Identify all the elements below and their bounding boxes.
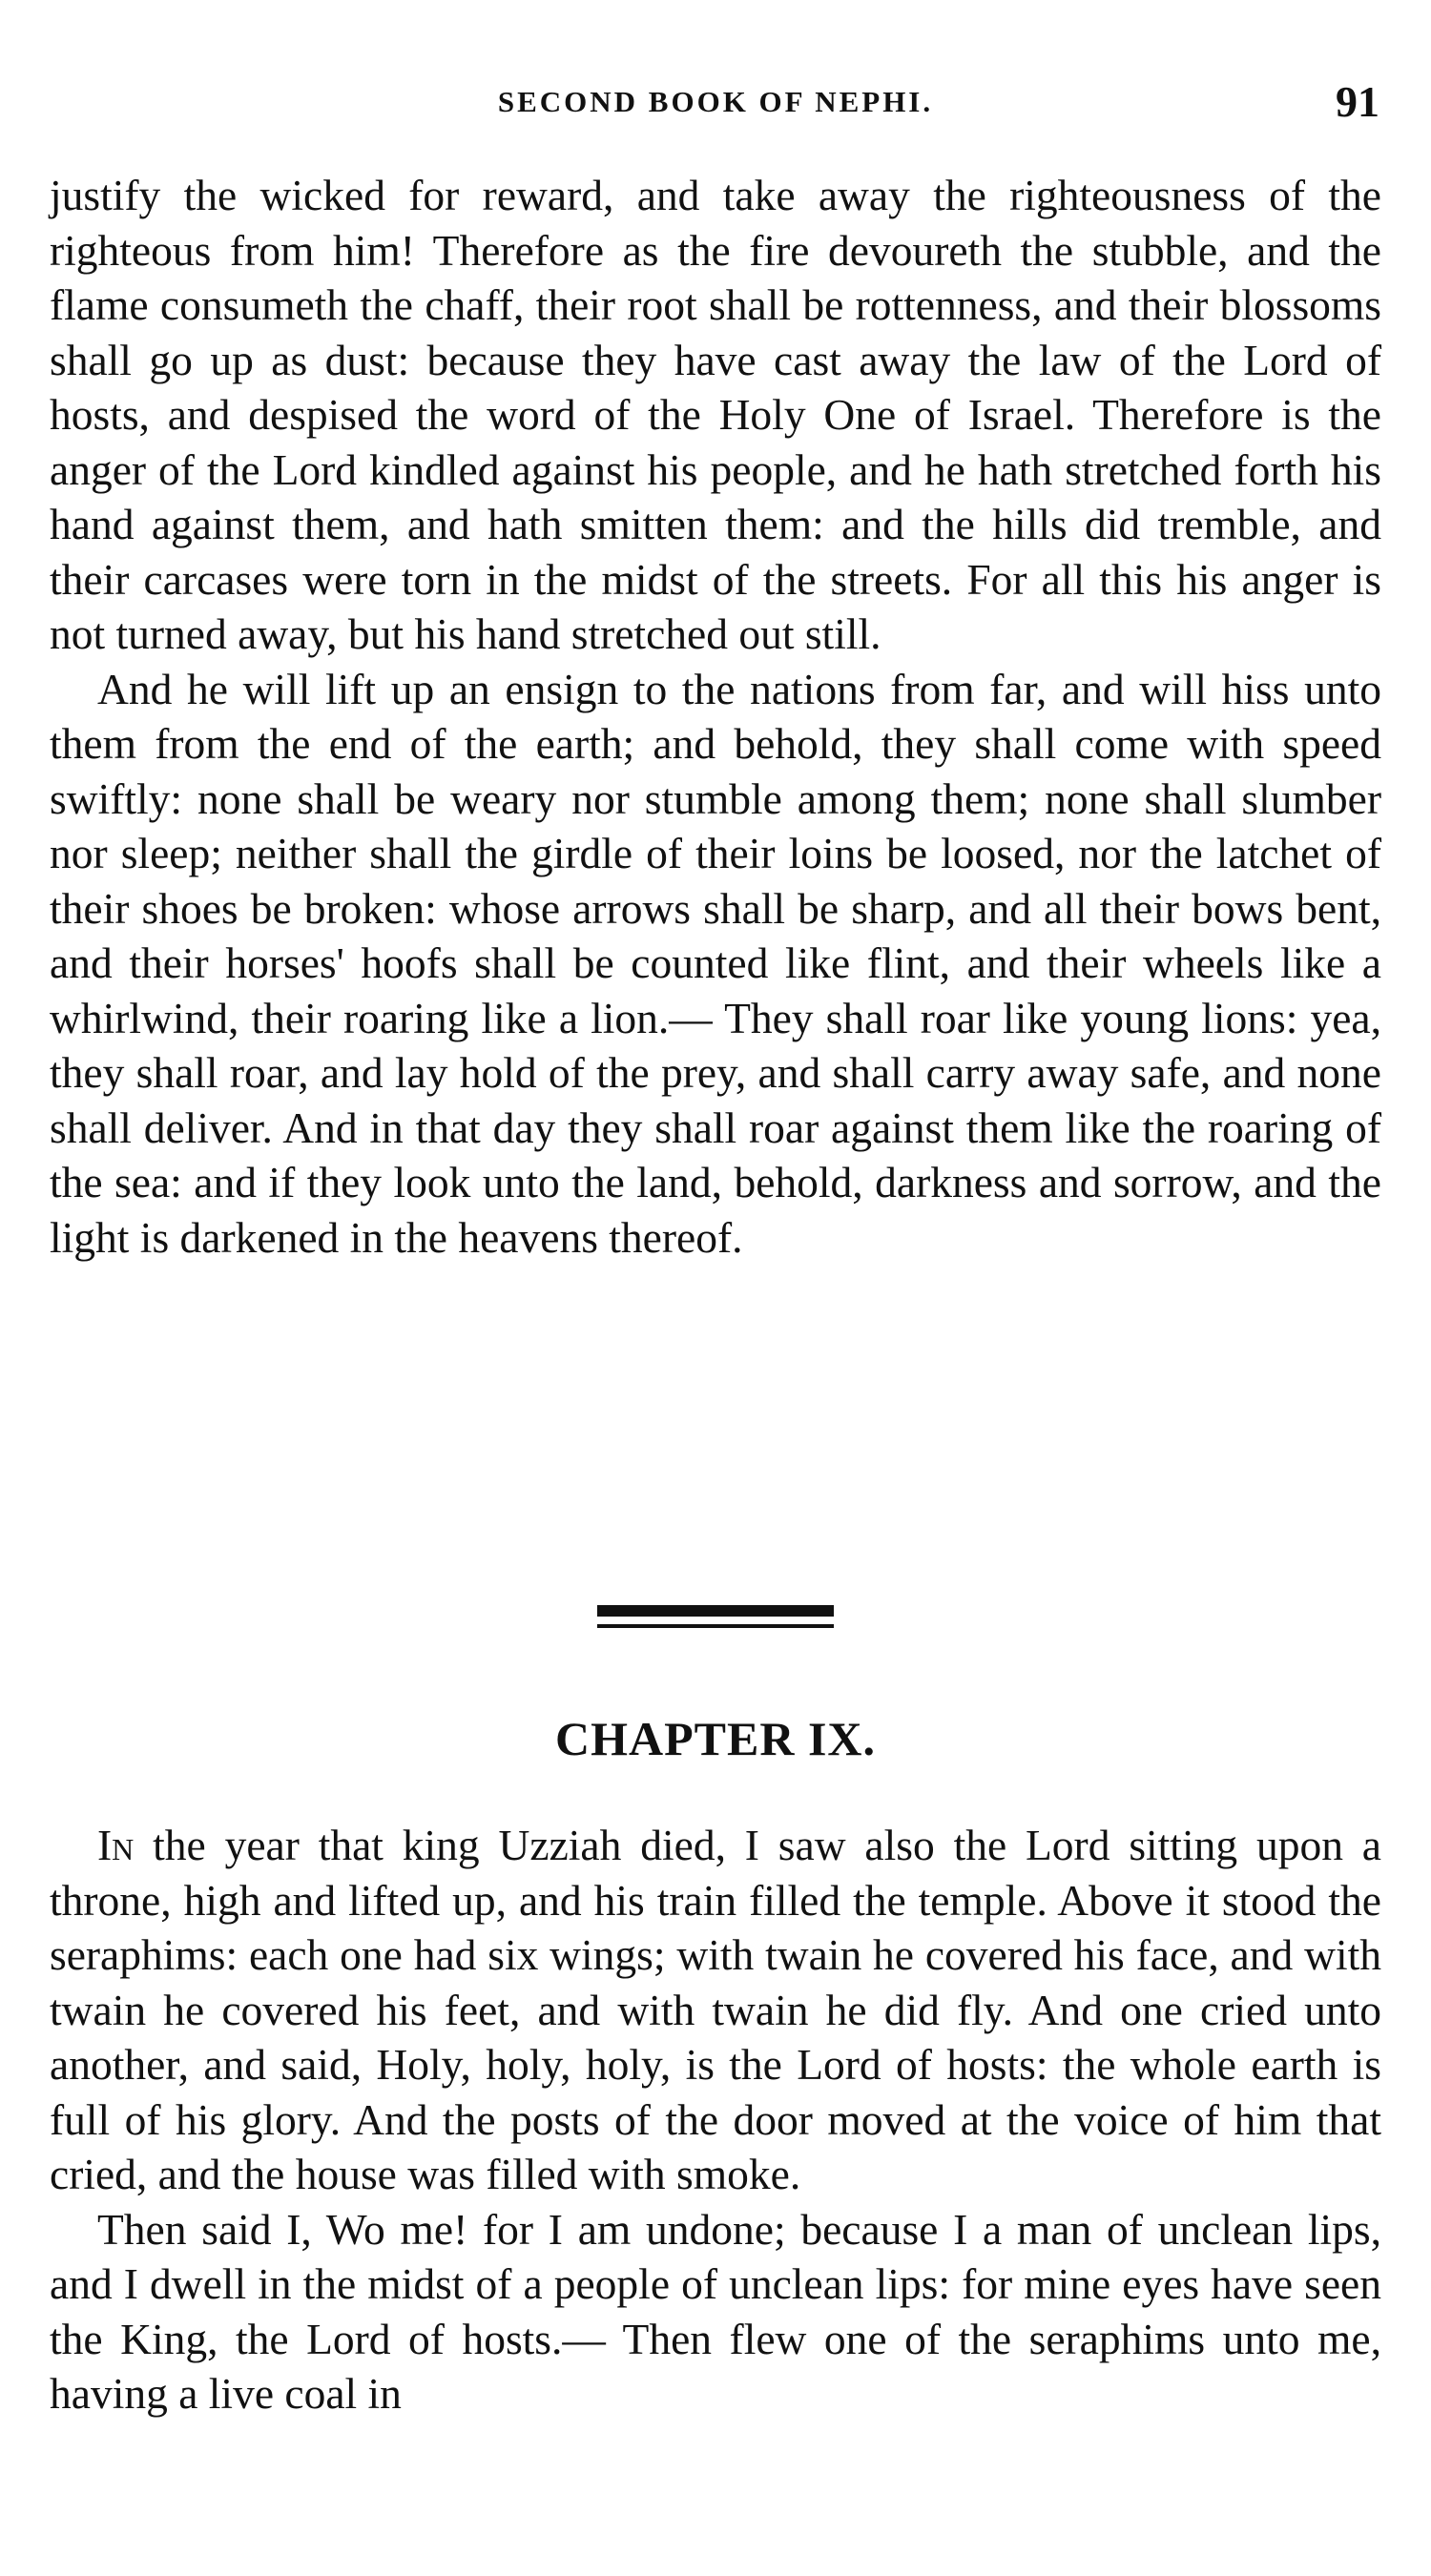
chapter-paragraph-1 [50,1818,1381,2202]
paragraph-continued: justify the wicked for reward, and take away the righteousness of the righteous from him! Therefore as the fire devoureth the stubble, and the flame consumeth the chaff, their root shall be rottenness, and their blossoms shall go up as dust: because they have cast away the law of the Lord of hosts, and despised the word of the Holy One of Israel. Therefore is the anger of the Lord kindled against his people, and he hath stretched forth his hand against them, and hath smitten them: and the hills did tremble, and their carcases were torn in the midst of the streets. For all this his anger is not turned away, but his hand stretched out still. [50,171,1381,658]
text-block-chapter [50,1818,1381,2421]
paragraph-ensign: And he will lift up an ensign to the nations from far, and will hiss unto them from the end of the earth; and behold, they shall come with speed swiftly: none shall be weary nor stumble among them; none shall slumber nor sleep; neither shall the girdle of their loins be loosed, nor the latchet of their shoes be broken: whose arrows shall be sharp, and all their bows bent, and their horses' hoofs shall be counted like flint, and their wheels like a whirlwind, their roaring like a lion.— They shall roar like young lions: yea, they shall roar, and lay hold of the prey, and shall carry away safe, and none shall deliver. And in that day they shall roar against them like the roaring of the sea: and if they look unto the land, behold, darkness and sorrow, and the light is darkened in the heavens thereof. [50,664,1381,1262]
divider-thin-rule [597,1624,834,1628]
chapter-heading: CHAPTER IX. [554,1712,877,1765]
chapter-paragraph-1-text: the year that king Uzziah died, I saw also the Lord sitting upon a throne, high and lifted up, and his train filled the temple. Above it stood the seraphims: each one had six wings; with twain he covered his face, and with twain he covered his feet, and with twain he did fly. And one cried unto another, and said, Holy, holy, holy, is the Lord of hosts: the whole earth is full of his glory. And the posts of the door moved at the voice of him that cried, and the house was filled with smoke. [50,1821,1381,2198]
divider-thick-rule [597,1605,834,1617]
running-title: SECOND BOOK OF NEPHI. [497,85,934,118]
book-page [50,0,1381,2576]
chapter-first-word: In [97,1821,135,1869]
running-head [50,78,1381,126]
chapter-paragraph-2: Then said I, Wo me! for I am undone; because I a man of unclean lips, and I dwell in the midst of a people of unclean lips: for mine eyes have seen the King, the Lord of hosts.— Then flew one of the seraphims unto me, having a live coal in [50,2204,1381,2418]
text-block-top [50,168,1381,1265]
chapter-divider [597,1605,834,1628]
page-number: 91 [1336,77,1379,126]
